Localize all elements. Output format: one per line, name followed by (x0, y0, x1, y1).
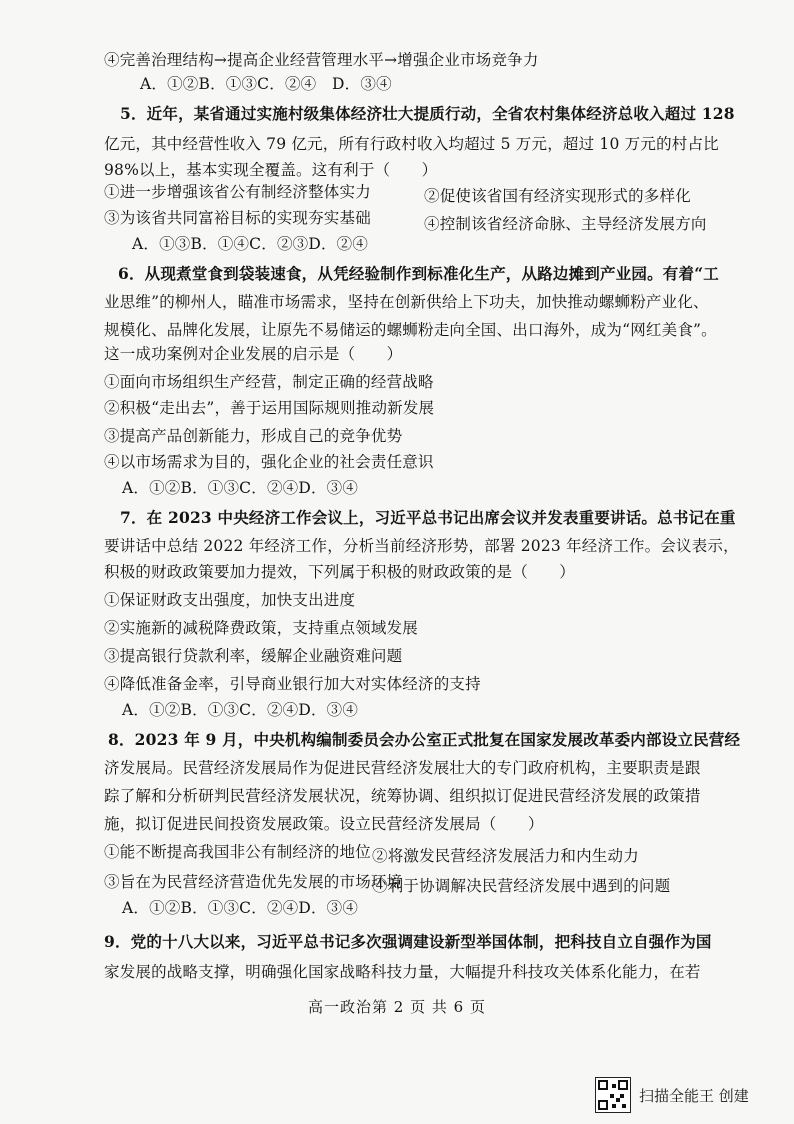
q8-answer-choices: A．①②B．①③C．②④D．③④ (122, 899, 359, 917)
page-footer: 高一政治第 2 页 共 6 页 (308, 998, 486, 1016)
q8-option-2: ②将激发民营经济发展活力和内生动力 (372, 847, 639, 865)
q8-option-4: ④利于协调解决民营经济发展中遇到的问题 (372, 877, 671, 895)
q5-option-4: ④控制该省经济命脉、主导经济发展方向 (424, 215, 707, 233)
q5-stem-2: 亿元，其中经营性收入 79 亿元，所有行政村收入均超过 5 万元，超过 10 万元的村占比 (104, 135, 719, 153)
q5-stem-3: 98%以上，基本实现全覆盖。这有利于（ ） (104, 161, 438, 179)
q4-answer-choices: A．①②B．①③C．②④ D．③④ (140, 75, 392, 93)
q7-option-1: ①保证财政支出强度，加快支出进度 (104, 591, 356, 609)
q5-stem-1: 5．近年，某省通过实施村级集体经济壮大提质行动，全省农村集体经济总收入超过 128 (120, 104, 735, 123)
q5-option-2: ②促使该省国有经济实现形式的多样化 (424, 187, 691, 205)
q6-answer-choices: A．①②B．①③C．②④D．③④ (122, 479, 359, 497)
q6-stem-3: 规模化、品牌化发展，让原先不易储运的螺蛳粉走向全国、出口海外，成为“网红美食”。 (104, 321, 717, 339)
q5-answer-choices: A．①③B．①④C．②③D．②④ (132, 235, 369, 253)
scanner-watermark-text: 扫描全能王 创建 (639, 1086, 749, 1105)
qr-code-icon (595, 1077, 631, 1113)
q7-option-3: ③提高银行贷款利率，缓解企业融资难问题 (104, 647, 403, 665)
q7-option-4: ④降低准备金率，引导商业银行加大对实体经济的支持 (104, 675, 481, 693)
q6-stem-1: 6．从现煮堂食到袋装速食，从凭经验制作到标准化生产，从路边摊到产业园。有着“工 (118, 264, 720, 283)
q9-stem-1: 9．党的十八大以来，习近平总书记多次强调建设新型举国体制，把科技自立自强作为国 (104, 932, 712, 951)
scanner-watermark (595, 1073, 785, 1117)
q6-option-3: ③提高产品创新能力，形成自己的竞争优势 (104, 427, 403, 445)
q7-option-2: ②实施新的减税降费政策，支持重点领域发展 (104, 619, 419, 637)
q5-option-3: ③为该省共同富裕目标的实现夯实基础 (104, 209, 371, 227)
q6-option-1: ①面向市场组织生产经营，制定正确的经营战略 (104, 373, 434, 391)
q7-answer-choices: A．①②B．①③C．②④D．③④ (122, 701, 359, 719)
q9-stem-2: 家发展的战略支撑，明确强化国家战略科技力量，大幅提升科技攻关体系化能力，在若 (104, 963, 701, 981)
q6-stem-4: 这一成功案例对企业发展的启示是（ ） (104, 345, 403, 363)
q7-stem-2: 要讲话中总结 2022 年经济工作，分析当前经济形势，部署 2023 年经济工作。会议表示， (104, 537, 739, 555)
q8-stem-1: 8．2023 年 9 月，中央机构编制委员会办公室正式批复在国家发展改革委内部设立民营经 (108, 730, 741, 749)
q7-stem-3: 积极的财政政策要加力提效，下列属于积极的财政政策的是（ ） (104, 563, 576, 581)
q8-option-1: ①能不断提高我国非公有制经济的地位 (104, 843, 371, 861)
q7-stem-1: 7．在 2023 中央经济工作会议上，习近平总书记出席会议并发表重要讲话。总书记在重 (120, 508, 736, 527)
q8-stem-4: 施，拟订促进民间投资发展政策。设立民营经济发展局（ ） (104, 815, 544, 833)
q6-option-2: ②积极“走出去”，善于运用国际规则推动新发展 (104, 399, 435, 417)
q6-stem-2: 业思维”的柳州人，瞄准市场需求，坚持在创新供给上下功夫，加快推动螺蛳粉产业化、 (104, 293, 709, 311)
q8-stem-3: 踪了解和分析研判民营经济发展状况，统筹协调、组织拟订促进民营经济发展的政策措 (104, 787, 701, 805)
q8-option-3: ③旨在为民营经济营造优先发展的市场环境 (104, 873, 403, 891)
q8-stem-2: 济发展局。民营经济发展局作为促进民营经济发展壮大的专门政府机构，主要职责是跟 (104, 759, 701, 777)
q6-option-4: ④以市场需求为目的，强化企业的社会责任意识 (104, 453, 434, 471)
q5-option-1: ①进一步增强该省公有制经济整体实力 (104, 183, 371, 201)
q4-option-4: ④完善治理结构→提高企业经营管理水平→增强企业市场竞争力 (104, 51, 539, 69)
